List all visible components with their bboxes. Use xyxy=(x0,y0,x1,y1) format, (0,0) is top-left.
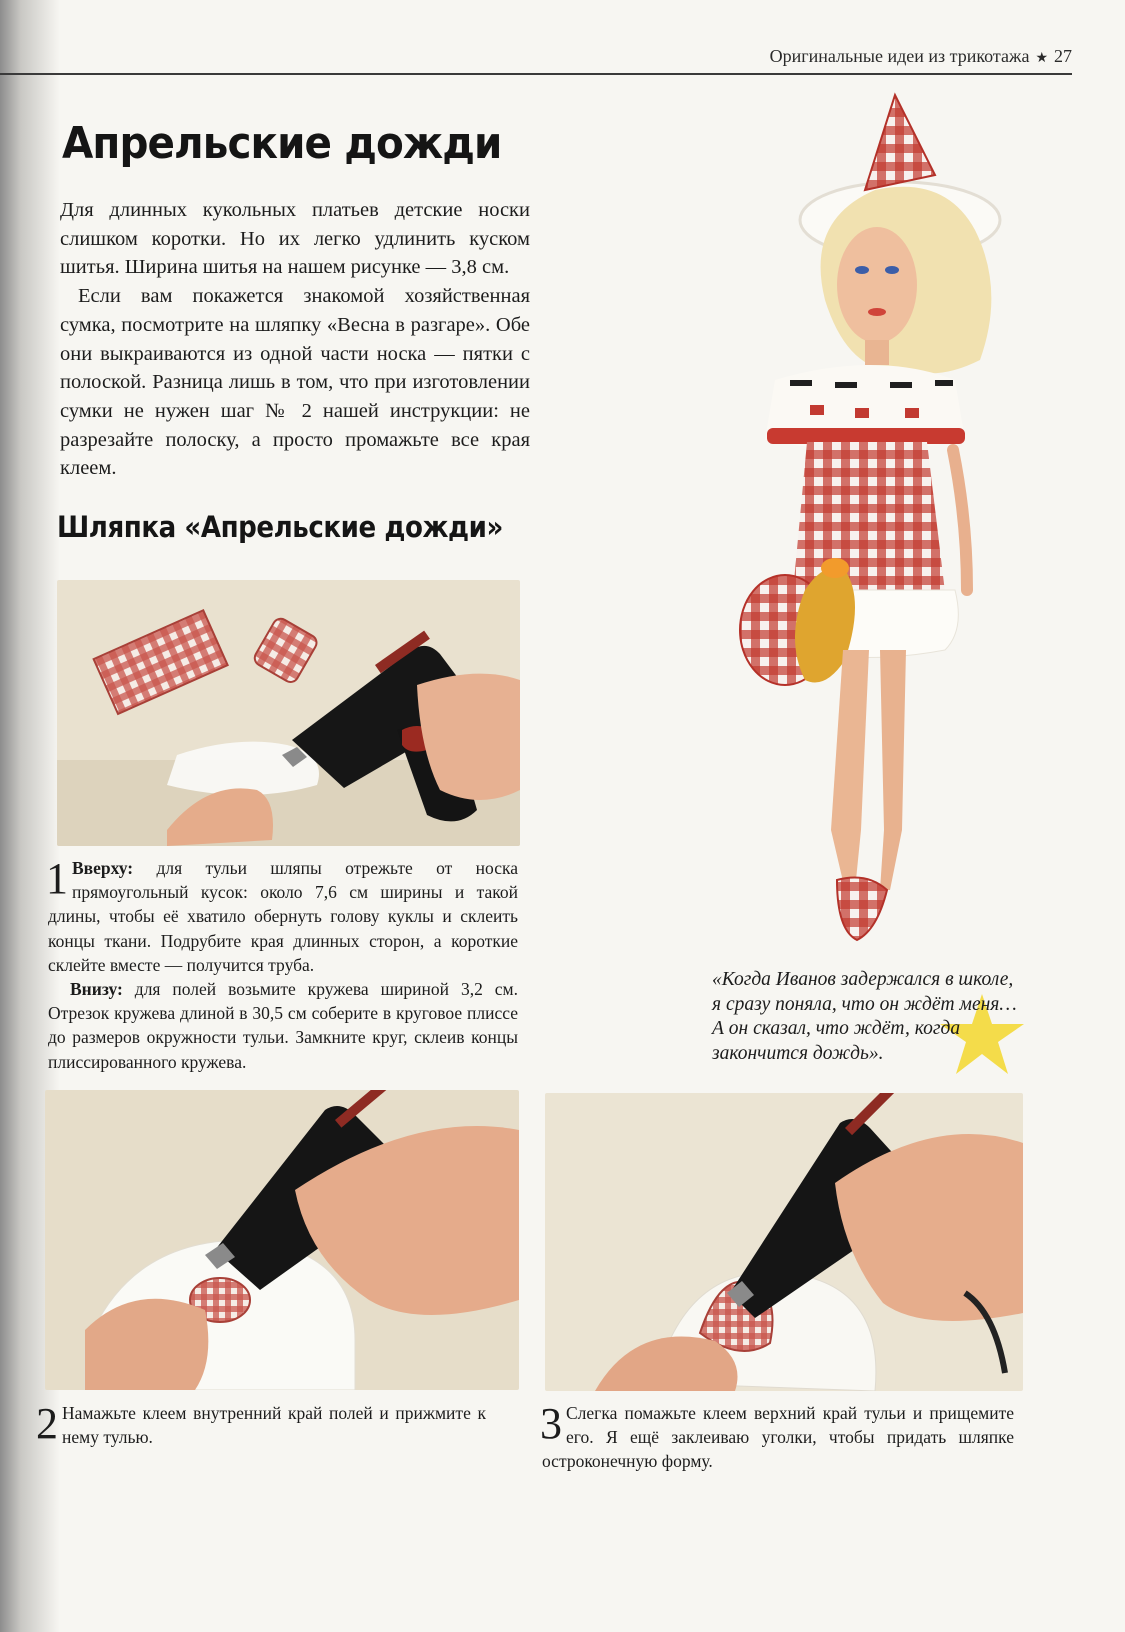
step-1-top-text: для тульи шляпы отрежьте от носка прямоугольный кусок: около 7,6 см ширины и такой длины, чтобы её хватило обернуть голову куклы и склеить концы ткани. Подрубите края длинных сторон, а короткие склейте вместе — получится труба. xyxy=(48,858,518,975)
step-3-number: 3 xyxy=(540,1399,562,1448)
step-1-top-label: Вверху: xyxy=(72,858,134,878)
doll-photo xyxy=(715,90,1035,955)
book-title: Оригинальные идеи из трикотажа xyxy=(769,46,1030,66)
intro-text xyxy=(60,196,530,483)
section-subtitle: Шляпка «Апрельские дожди» xyxy=(57,510,503,544)
page-title: Апрельские дожди xyxy=(62,118,502,169)
step-1-bottom-label: Внизу: xyxy=(70,979,123,1000)
star-icon: ★ xyxy=(1035,51,1048,66)
step-1-caption xyxy=(48,856,518,1074)
step-2-number: 2 xyxy=(36,1399,58,1448)
step-3-text: Слегка помажьте клеем верхний край тульи и прищемите его. Я ещё заклеиваю уголки, чтобы придать шляпке остроконечную форму. xyxy=(542,1403,1014,1472)
step-2-photo xyxy=(45,1090,519,1390)
running-header xyxy=(0,46,1072,74)
step-1-photo xyxy=(57,580,520,846)
intro-paragraph-1: Для длинных кукольных платьев детские носки слишком коротки. Но их легко удлинить куском шитья. Ширина шитья на нашем рисунке — 3,8 см. xyxy=(60,199,530,279)
step-3-caption xyxy=(542,1401,1014,1474)
pull-quote: «Когда Иванов задержался в школе, я сразу поняла, что он ждёт меня… А он сказал, что ждёт, когда закончится дождь». xyxy=(712,969,1017,1064)
step-2-caption xyxy=(38,1401,486,1449)
step-3-photo xyxy=(545,1093,1023,1391)
header-rule xyxy=(0,73,1072,75)
step-2-text: Намажьте клеем внутренний край полей и прижмите к нему тулью. xyxy=(62,1403,486,1448)
page-number: 27 xyxy=(1054,46,1072,66)
step-1-bottom-text: для полей возьмите кружева шириной 3,2 см. Отрезок кружева длиной в 30,5 см соберите в круговое плиссе до размеров окружности тульи. Замкните круг, склеив концы плиссированного кружева. xyxy=(48,979,518,1072)
step-1-number: 1 xyxy=(46,854,68,903)
intro-paragraph-2: Если вам покажется знакомой хозяйственная сумка, посмотрите на шляпку «Весна в разгаре». Обе они выкраиваются из одной части носка — пятки с полоской. Разница лишь в том, что при изготовлении сумки не нужен шаг № 2 нашей инструкции: не разрезайте полоску, а просто промажьте все края клеем. xyxy=(60,285,530,480)
